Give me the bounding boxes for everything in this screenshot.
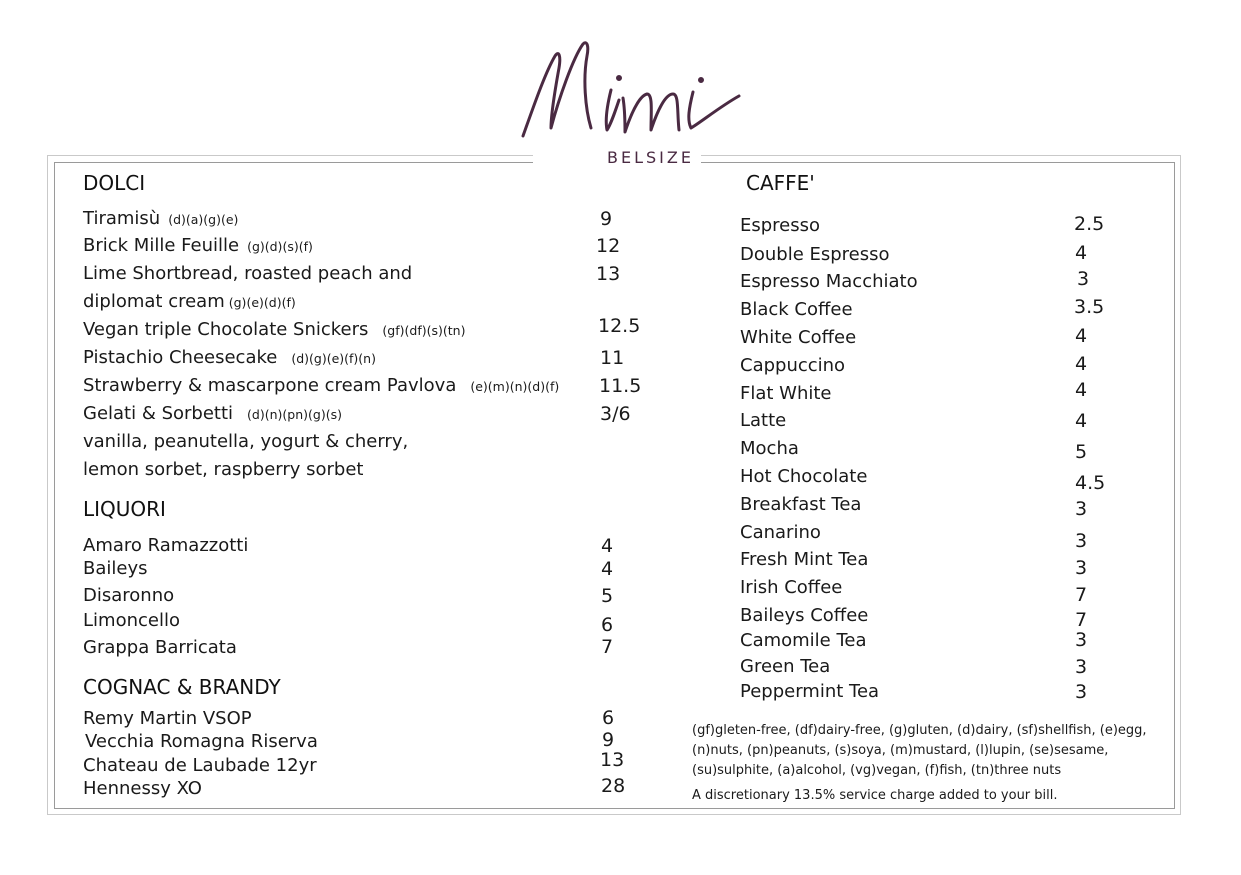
allergen-key-line-1: (gf)gleten-free, (df)dairy-free, (g)gluten, (d)dairy, (sf)shellfish, (e)egg, xyxy=(692,723,1147,738)
mimi-logo xyxy=(515,28,745,143)
caffe-item: Double Espresso xyxy=(740,244,890,265)
cognac-price: 13 xyxy=(600,749,625,771)
dolci-price: 9 xyxy=(600,208,613,230)
liquori-heading: LIQUORI xyxy=(83,497,166,521)
caffe-price: 4 xyxy=(1075,379,1088,401)
caffe-item: Latte xyxy=(740,410,787,431)
caffe-heading: CAFFE' xyxy=(746,171,815,195)
caffe-item: Espresso xyxy=(740,215,821,236)
caffe-item: Cappuccino xyxy=(740,355,846,376)
caffe-item: Camomile Tea xyxy=(740,630,867,651)
cognac-item: Chateau de Laubade 12yr xyxy=(83,755,317,776)
dolci-item: Tiramisù (d)(a)(g)(e) xyxy=(83,208,239,229)
caffe-price: 4 xyxy=(1075,353,1088,375)
caffe-price: 4.5 xyxy=(1075,472,1106,494)
caffe-item: White Coffee xyxy=(740,327,857,348)
caffe-price: 4 xyxy=(1075,325,1088,347)
caffe-price: 3 xyxy=(1075,681,1088,703)
dolci-item: Lime Shortbread, roasted peach and xyxy=(83,263,413,284)
caffe-item: Baileys Coffee xyxy=(740,605,869,626)
dolci-price: 3/6 xyxy=(600,403,631,425)
dolci-item: Vegan triple Chocolate Snickers (gf)(df)(s)(tn) xyxy=(83,319,466,340)
caffe-price: 3 xyxy=(1075,498,1088,520)
caffe-price: 3 xyxy=(1075,656,1088,678)
dolci-item: diplomat cream (g)(e)(d)(f) xyxy=(83,291,296,312)
caffe-price: 4 xyxy=(1075,242,1088,264)
dolci-heading: DOLCI xyxy=(83,171,146,195)
cognac-price: 28 xyxy=(601,775,626,797)
dolci-price: 11.5 xyxy=(599,375,642,397)
caffe-price: 4 xyxy=(1075,410,1088,432)
caffe-price: 3 xyxy=(1077,268,1090,290)
caffe-price: 3.5 xyxy=(1074,296,1105,318)
brand-subtitle: BELSIZE xyxy=(607,148,694,167)
dolci-item: Strawberry & mascarpone cream Pavlova (e)(m)(n)(d)(f) xyxy=(83,375,560,396)
liquori-price: 6 xyxy=(601,614,614,636)
cognac-item: Hennessy XO xyxy=(83,778,202,799)
caffe-item: Mocha xyxy=(740,438,799,459)
cognac-item: Vecchia Romagna Riserva xyxy=(85,731,318,752)
cognac-price: 9 xyxy=(602,729,615,751)
dolci-item: Gelati & Sorbetti (d)(n)(pn)(g)(s) xyxy=(83,403,342,424)
dolci-price: 12 xyxy=(596,235,621,257)
caffe-price: 7 xyxy=(1075,584,1088,606)
cognac-price: 6 xyxy=(602,707,615,729)
caffe-price: 2.5 xyxy=(1074,213,1105,235)
cognac-item: Remy Martin VSOP xyxy=(83,708,252,729)
caffe-item: Breakfast Tea xyxy=(740,494,862,515)
caffe-item: Black Coffee xyxy=(740,299,853,320)
dolci-item: lemon sorbet, raspberry sorbet xyxy=(83,459,364,480)
caffe-item: Fresh Mint Tea xyxy=(740,549,869,570)
liquori-item: Limoncello xyxy=(83,610,180,631)
liquori-item: Grappa Barricata xyxy=(83,637,237,658)
liquori-item: Amaro Ramazzotti xyxy=(83,535,249,556)
liquori-item: Disaronno xyxy=(83,585,175,606)
cognac-heading: COGNAC & BRANDY xyxy=(83,675,281,699)
caffe-item: Green Tea xyxy=(740,656,831,677)
dolci-price: 12.5 xyxy=(598,315,641,337)
dolci-item: vanilla, peanutella, yogurt & cherry, xyxy=(83,431,409,452)
caffe-item: Irish Coffee xyxy=(740,577,843,598)
allergen-key-line-2: (n)nuts, (pn)peanuts, (s)soya, (m)mustard, (l)lupin, (se)sesame, xyxy=(692,743,1109,758)
dolci-price: 13 xyxy=(596,263,621,285)
dolci-price: 11 xyxy=(600,347,625,369)
caffe-price: 3 xyxy=(1075,629,1088,651)
liquori-price: 4 xyxy=(601,535,614,557)
caffe-price: 3 xyxy=(1075,530,1088,552)
caffe-item: Canarino xyxy=(740,522,821,543)
liquori-price: 5 xyxy=(601,585,614,607)
caffe-item: Hot Chocolate xyxy=(740,466,868,487)
allergen-key-line-3: (su)sulphite, (a)alcohol, (vg)vegan, (f)fish, (tn)three nuts xyxy=(692,763,1062,778)
caffe-price: 3 xyxy=(1075,557,1088,579)
caffe-item: Flat White xyxy=(740,383,832,404)
dolci-item: Pistachio Cheesecake (d)(g)(e)(f)(n) xyxy=(83,347,376,368)
liquori-price: 4 xyxy=(601,558,614,580)
caffe-item: Peppermint Tea xyxy=(740,681,880,702)
liquori-item: Baileys xyxy=(83,558,148,579)
liquori-price: 7 xyxy=(601,636,614,658)
caffe-price: 5 xyxy=(1075,441,1088,463)
dolci-item: Brick Mille Feuille (g)(d)(s)(f) xyxy=(83,235,313,256)
caffe-price: 7 xyxy=(1075,609,1088,631)
service-charge-note: A discretionary 13.5% service charge added to your bill. xyxy=(692,788,1058,803)
caffe-item: Espresso Macchiato xyxy=(740,271,918,292)
